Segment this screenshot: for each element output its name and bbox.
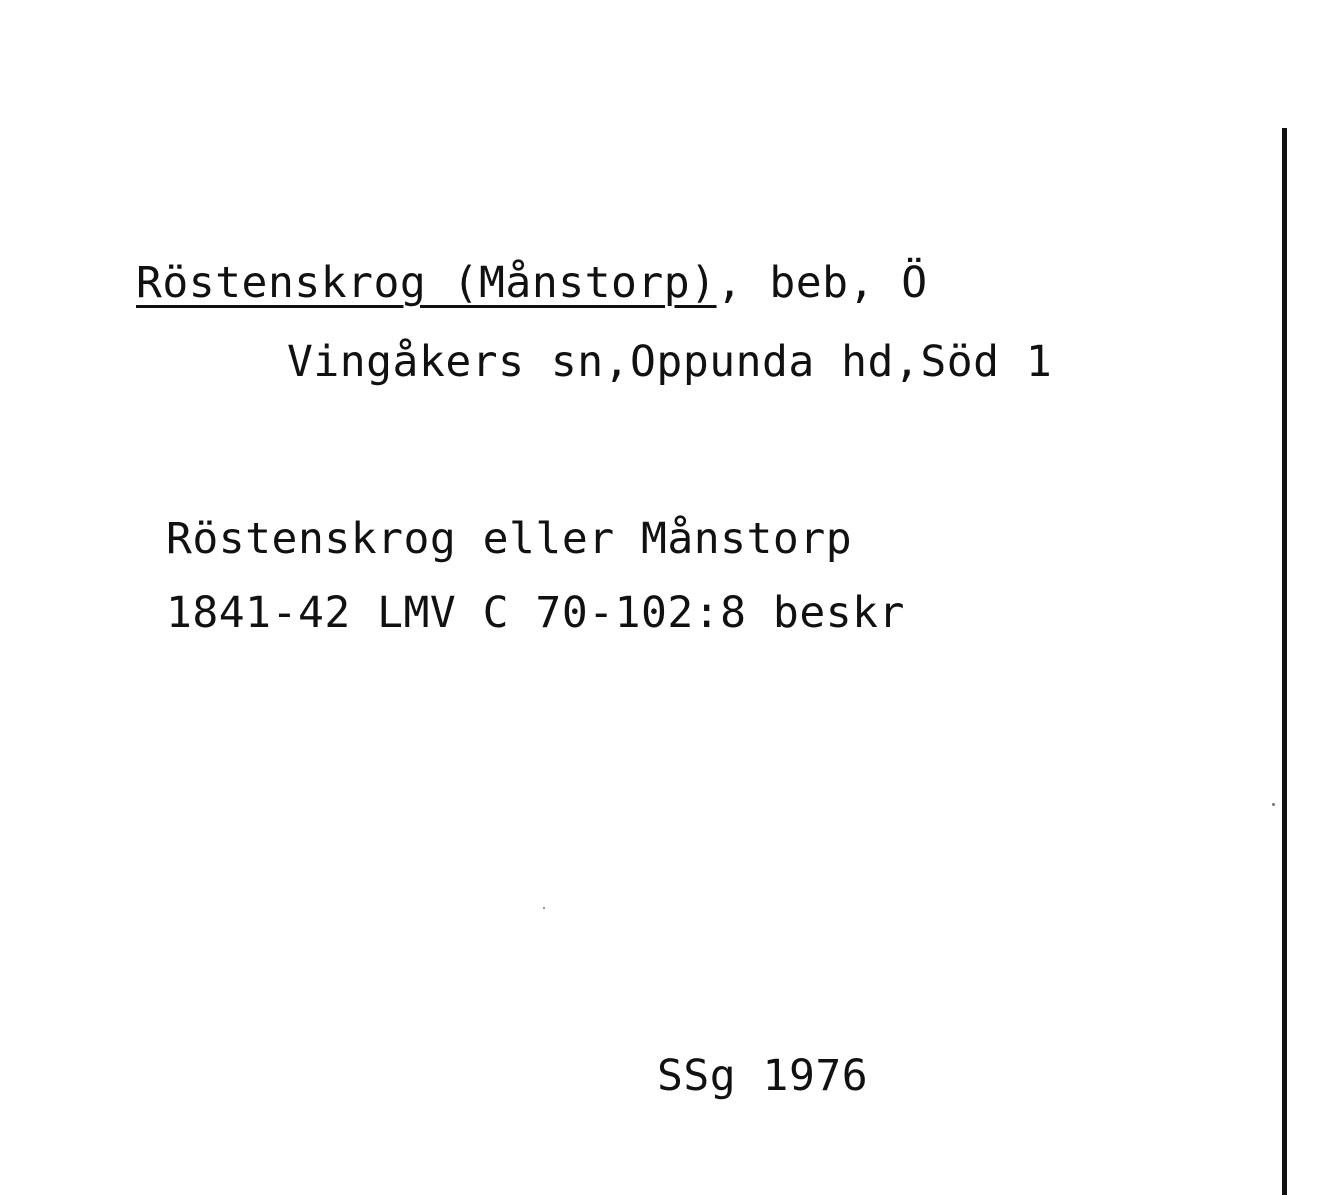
body-line-1: Röstenskrog eller Månstorp — [166, 514, 853, 564]
speck — [1272, 803, 1275, 806]
header-suffix: , beb, Ö — [716, 258, 928, 308]
location-line: Vingåkers sn,Oppunda hd,Söd 1 — [287, 337, 1053, 387]
headword: Röstenskrog (Månstorp) — [136, 258, 717, 308]
signature: SSg 1976 — [657, 1051, 869, 1101]
card-right-edge — [1282, 128, 1287, 1195]
speck — [543, 907, 545, 909]
body-line-2: 1841-42 LMV C 70-102:8 beskr — [166, 588, 905, 638]
header-line — [136, 258, 928, 308]
